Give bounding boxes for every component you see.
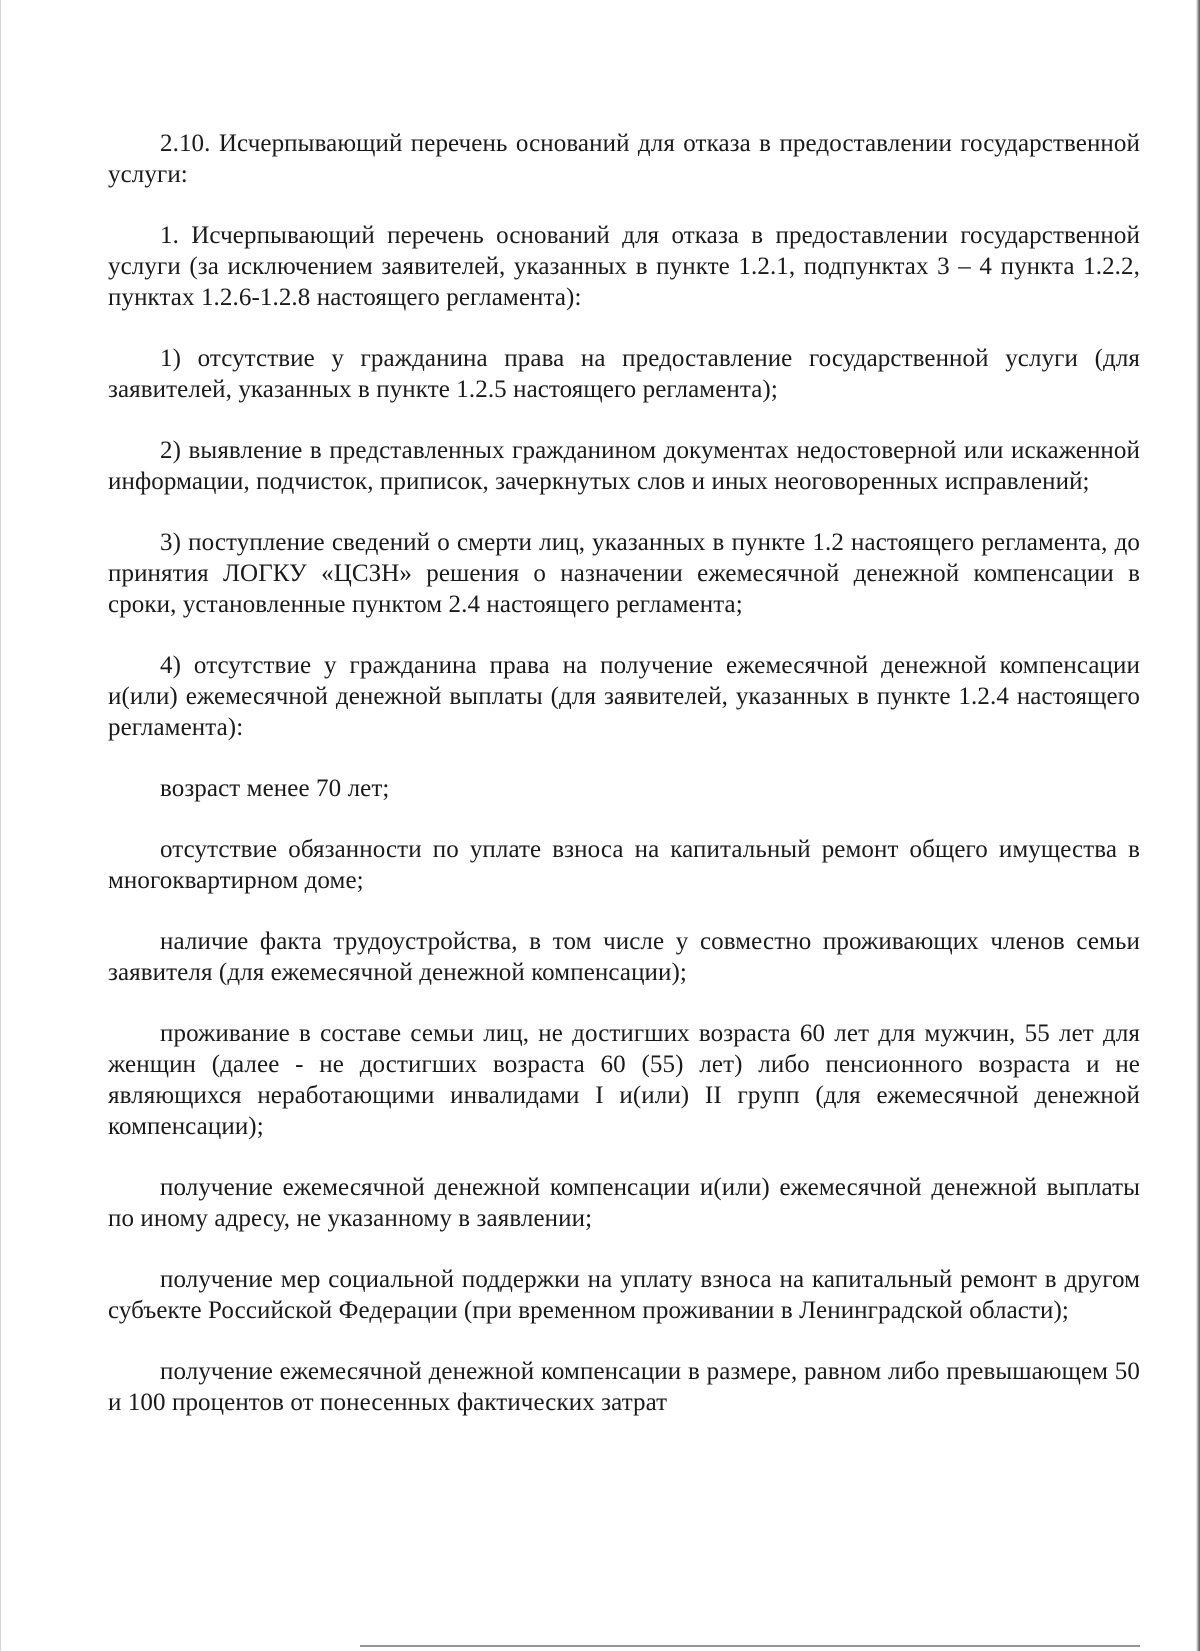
paragraph-condition-no-obligation: отсутствие обязанности по уплате взноса на капитальный ремонт общего имущества в многоквартирном доме; — [108, 836, 1140, 894]
paragraph-section-title: 2.10. Исчерпывающий перечень оснований для отказа в предоставлении государственной услуги: — [108, 130, 1140, 188]
paragraph-condition-age: возраст менее 70 лет; — [160, 775, 390, 802]
scan-edge-right — [1196, 0, 1200, 1651]
paragraph-condition-other-address: получение ежемесячной денежной компенсации и(или) ежемесячной денежной выплаты по иному адресу, не указанному в заявлении; — [108, 1174, 1140, 1232]
paragraph-condition-employment: наличие факта трудоустройства, в том числе у совместно проживающих членов семьи заявителя (для ежемесячной денежной компенсации); — [108, 928, 1140, 986]
paragraph-subitem-1: 1) отсутствие у гражданина права на предоставление государственной услуги (для заявителей, указанных в пункте 1.2.5 настоящего регламента); — [108, 345, 1140, 403]
paragraph-item-1: 1. Исчерпывающий перечень оснований для отказа в предоставлении государственной услуги (за исключением заявителей, указанных в пункте 1.2.1, подпунктах 3 – 4 пункта 1.2.2, пунктах 1.2.6-1.2.8 настоящего регламента): — [108, 222, 1140, 311]
paragraph-subitem-3: 3) поступление сведений о смерти лиц, указанных в пункте 1.2 настоящего регламента, до принятия ЛОГКУ «ЦСЗН» решения о назначении ежемесячной денежной компенсации в сроки, установленные пунктом 2.4 настоящего регламента; — [108, 529, 1140, 618]
scan-edge-left — [0, 0, 1, 1651]
paragraph-subitem-2: 2) выявление в представленных гражданином документах недостоверной или искаженной информации, подчисток, приписок, зачеркнутых слов и иных неоговоренных исправлений; — [108, 437, 1140, 495]
scan-edge-bottom — [360, 1645, 1140, 1647]
paragraph-condition-other-region: получение мер социальной поддержки на уплату взноса на капитальный ремонт в другом субъекте Российской Федерации (при временном проживании в Ленинградской области); — [108, 1266, 1140, 1324]
paragraph-subitem-4: 4) отсутствие у гражданина права на получение ежемесячной денежной компенсации и(или) ежемесячной денежной выплаты (для заявителей, указанных в пункте 1.2.4 настоящего регламента): — [108, 652, 1140, 741]
paragraph-condition-compensation-size: получение ежемесячной денежной компенсации в размере, равном либо превышающем 50 и 100 процентов от понесенных фактических затрат — [108, 1358, 1140, 1416]
document-page — [108, 128, 1140, 1448]
paragraph-condition-family: проживание в составе семьи лиц, не достигших возраста 60 лет для мужчин, 55 лет для женщин (далее - не достигших возраста 60 (55) лет) либо пенсионного возраста и не являющихся неработающими инвалидами I и(или) II групп (для ежемесячной денежной компенсации); — [108, 1020, 1140, 1140]
